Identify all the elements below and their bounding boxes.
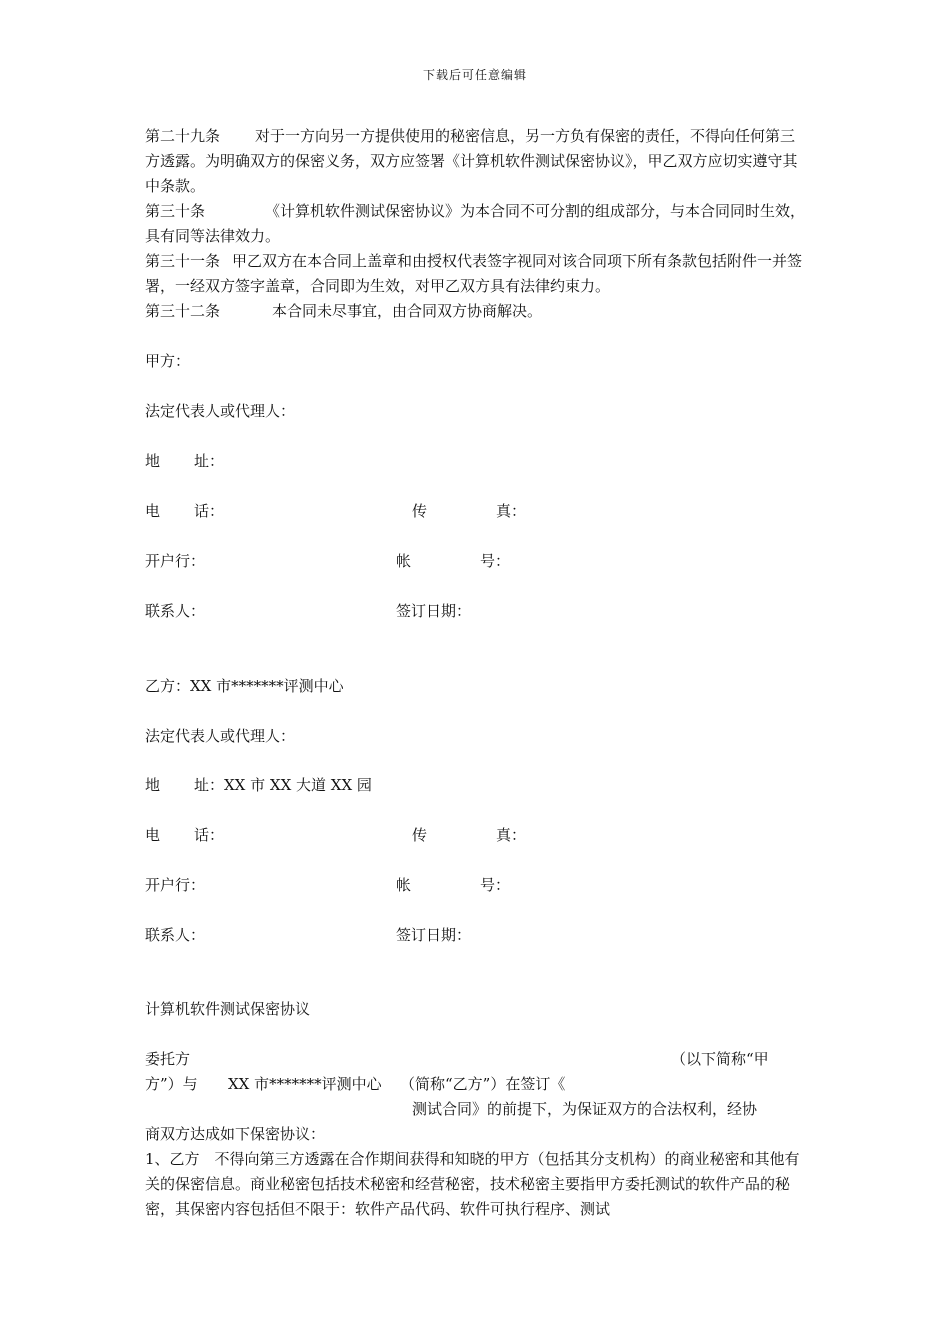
- page-header-note: 下载后可任意编辑: [422, 68, 527, 82]
- article-31: [145, 249, 810, 299]
- party-a-contact-label: 联系人：: [145, 602, 206, 620]
- article-32: [145, 299, 810, 324]
- article-number: 第三十二条: [145, 302, 221, 320]
- party-a-account-label-b: 号：: [480, 552, 511, 570]
- party-b-label: 乙方：XX 市*******评测中心: [145, 677, 344, 695]
- party-a-label: 甲方：: [145, 352, 191, 370]
- party-b-contact-label: 联系人：: [145, 926, 206, 944]
- agreement-line4: 商双方达成如下保密协议：: [145, 1125, 326, 1143]
- agreement-item-1: 1、乙方 不得向第三方透露在合作期间获得和知晓的甲方（包括其分支机构）的商业秘密和其他有关的保密信息。商业秘密包括技术秘密和经营秘密，技术秘密主要指甲方委托测试的软件产品的秘密，其保密内容包括但不限于：软件产品代码、软件可执行程序、测试: [145, 1150, 800, 1218]
- party-b-account-label-a: 帐: [396, 876, 412, 894]
- party-a-tel-label-b: 话：: [194, 502, 225, 520]
- party-b-tel-label-a: 电: [145, 826, 161, 844]
- party-b-tel-label-b: 话：: [194, 826, 225, 844]
- party-b-address-label-a: 地: [145, 776, 161, 794]
- party-b-fax-label-b: 真：: [496, 826, 527, 844]
- party-b-address: 址：XX 市 XX 大道 XX 园: [194, 776, 372, 794]
- party-b-rep: 法定代表人或代理人：: [145, 727, 296, 745]
- article-30: [145, 199, 810, 249]
- party-a-rep: 法定代表人或代理人：: [145, 402, 296, 420]
- party-b-bank-label: 开户行：: [145, 876, 206, 894]
- article-29: [145, 124, 810, 199]
- party-a-account-label-a: 帐: [396, 552, 412, 570]
- article-text: 甲乙双方在本合同上盖章和由授权代表签字视同对该合同项下所有条款包括附件一并签署，一经双方签字盖章，合同即为生效，对甲乙双方具有法律约束力。: [145, 252, 803, 295]
- article-text: 本合同未尽事宜，由合同双方协商解决。: [272, 302, 543, 320]
- article-number: 第三十一条: [145, 252, 221, 270]
- party-b-account-label-b: 号：: [480, 876, 511, 894]
- article-number: 第三十条: [145, 202, 206, 220]
- party-b-fax-label-a: 传: [412, 826, 428, 844]
- agreement-line2-a: 方”）与: [145, 1075, 198, 1093]
- party-a-date-label: 签订日期：: [396, 602, 472, 620]
- agreement-line2-c: （简称“乙方”）在签订《: [400, 1075, 566, 1093]
- article-number: 第二十九条: [145, 127, 221, 145]
- party-a-bank-label: 开户行：: [145, 552, 206, 570]
- party-a-fax-label-a: 传: [412, 502, 428, 520]
- party-a-address-label-b: 址：: [194, 452, 225, 470]
- agreement-client-label: 委托方: [145, 1050, 191, 1068]
- party-b-date-label: 签订日期：: [396, 926, 472, 944]
- agreement-party-b-name: XX 市*******评测中心: [228, 1075, 382, 1093]
- agreement-line3: 测试合同》的前提下，为保证双方的合法权利，经协: [412, 1100, 758, 1118]
- agreement-title: 计算机软件测试保密协议: [145, 1000, 311, 1018]
- party-a-tel-label-a: 电: [145, 502, 161, 520]
- party-a-address-label-a: 地: [145, 452, 161, 470]
- party-a-fax-label-b: 真：: [496, 502, 527, 520]
- agreement-abbr-a: （以下简称“甲: [671, 1050, 769, 1068]
- article-text: 对于一方向另一方提供使用的秘密信息，另一方负有保密的责任，不得向任何第三方透露。为明确双方的保密义务，双方应签署《计算机软件测试保密协议》，甲乙双方应切实遵守其中条款。: [145, 127, 798, 195]
- article-text: 《计算机软件测试保密协议》为本合同不可分割的组成部分，与本合同同时生效，具有同等法律效力。: [145, 202, 806, 245]
